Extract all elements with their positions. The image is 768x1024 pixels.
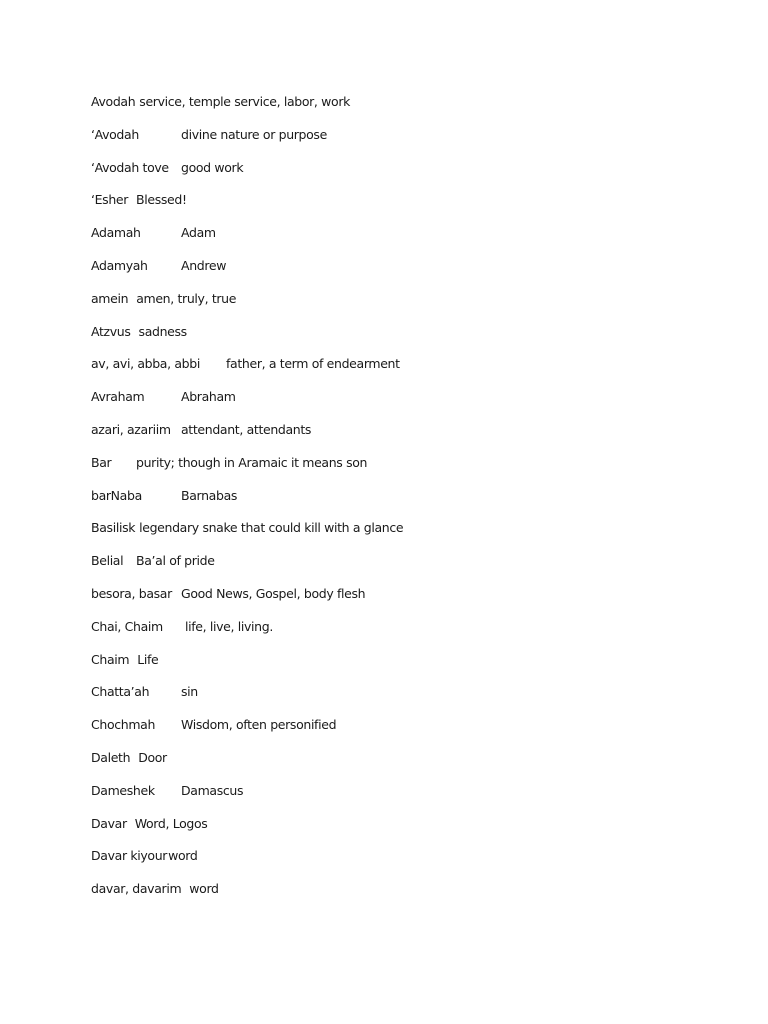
glossary-entry xyxy=(91,716,711,749)
glossary-entry xyxy=(91,782,711,815)
glossary-definition: purity; though in Aramaic it means son xyxy=(136,454,368,470)
glossary-definition: Adam xyxy=(181,225,216,241)
glossary-definition: amen, truly, true xyxy=(136,290,237,306)
glossary-term: azari, azariim xyxy=(91,421,171,437)
glossary-definition: good work xyxy=(181,159,244,175)
glossary-term: ‘Avodah tove xyxy=(91,159,169,175)
glossary-definition: Wisdom, often personified xyxy=(181,717,337,733)
glossary-definition: Blessed! xyxy=(136,192,187,208)
glossary-entry xyxy=(91,847,711,880)
glossary-entry xyxy=(91,815,711,848)
glossary-definition: Andrew xyxy=(181,257,227,273)
glossary-definition: sin xyxy=(181,684,198,700)
glossary-list xyxy=(91,93,711,913)
glossary-entry xyxy=(91,93,711,126)
glossary-term: Chai, Chaim xyxy=(91,618,163,634)
glossary-definition: divine nature or purpose xyxy=(181,126,327,142)
glossary-definition: attendant, attendants xyxy=(181,421,312,437)
glossary-definition: Life xyxy=(137,651,159,667)
glossary-definition: Good News, Gospel, body flesh xyxy=(181,585,366,601)
glossary-definition: Door xyxy=(138,749,167,765)
glossary-definition: Barnabas xyxy=(181,487,238,503)
glossary-term: davar, davarim xyxy=(91,881,182,897)
glossary-definition: word xyxy=(168,848,198,864)
glossary-entry xyxy=(91,290,711,323)
glossary-definition: Abraham xyxy=(181,389,236,405)
glossary-definition: Word, Logos xyxy=(134,815,208,831)
glossary-definition: father, a term of endearment xyxy=(226,356,400,372)
glossary-term: Chaim xyxy=(91,651,130,667)
glossary-entry xyxy=(91,519,711,552)
glossary-entry xyxy=(91,355,711,388)
glossary-definition: sadness xyxy=(138,323,187,339)
glossary-term: Bar xyxy=(91,454,112,470)
glossary-term: besora, basar xyxy=(91,585,172,601)
glossary-entry xyxy=(91,257,711,290)
glossary-term: Dameshek xyxy=(91,782,155,798)
glossary-term: Adamah xyxy=(91,225,141,241)
glossary-entry xyxy=(91,487,711,520)
glossary-entry xyxy=(91,880,711,913)
glossary-entry xyxy=(91,651,711,684)
glossary-term: av, avi, abba, abbi xyxy=(91,356,200,372)
glossary-entry xyxy=(91,224,711,257)
glossary-entry xyxy=(91,159,711,192)
glossary-term: Chatta’ah xyxy=(91,684,150,700)
glossary-term: amein xyxy=(91,290,129,306)
glossary-entry xyxy=(91,618,711,651)
glossary-definition: word xyxy=(189,881,219,897)
glossary-entry xyxy=(91,683,711,716)
glossary-term: Chochmah xyxy=(91,717,156,733)
glossary-term: Adamyah xyxy=(91,257,148,273)
glossary-term: Avodah xyxy=(91,94,136,109)
glossary-term: barNaba xyxy=(91,487,142,503)
glossary-term: Atzvus xyxy=(91,323,131,339)
glossary-entry xyxy=(91,585,711,618)
glossary-definition: Ba’al of pride xyxy=(136,553,215,569)
glossary-term: Davar xyxy=(91,815,127,831)
glossary-term: ‘Avodah xyxy=(91,126,139,142)
glossary-term: Avraham xyxy=(91,389,145,405)
glossary-entry xyxy=(91,552,711,585)
glossary-definition: service, temple service, labor, work xyxy=(139,94,351,109)
glossary-entry xyxy=(91,388,711,421)
glossary-definition: life, live, living. xyxy=(185,618,273,634)
glossary-term: Davar kiyour xyxy=(91,848,168,864)
glossary-entry xyxy=(91,323,711,356)
glossary-term: Daleth xyxy=(91,749,131,765)
glossary-entry xyxy=(91,191,711,224)
glossary-term: Belial xyxy=(91,553,124,569)
glossary-term: Basilisk xyxy=(91,520,136,536)
glossary-definition: legendary snake that could kill with a glance xyxy=(139,520,404,536)
glossary-entry xyxy=(91,749,711,782)
glossary-entry xyxy=(91,421,711,454)
glossary-term: ‘Esher xyxy=(91,192,129,208)
glossary-entry xyxy=(91,126,711,159)
glossary-definition: Damascus xyxy=(181,782,244,798)
glossary-entry xyxy=(91,454,711,487)
